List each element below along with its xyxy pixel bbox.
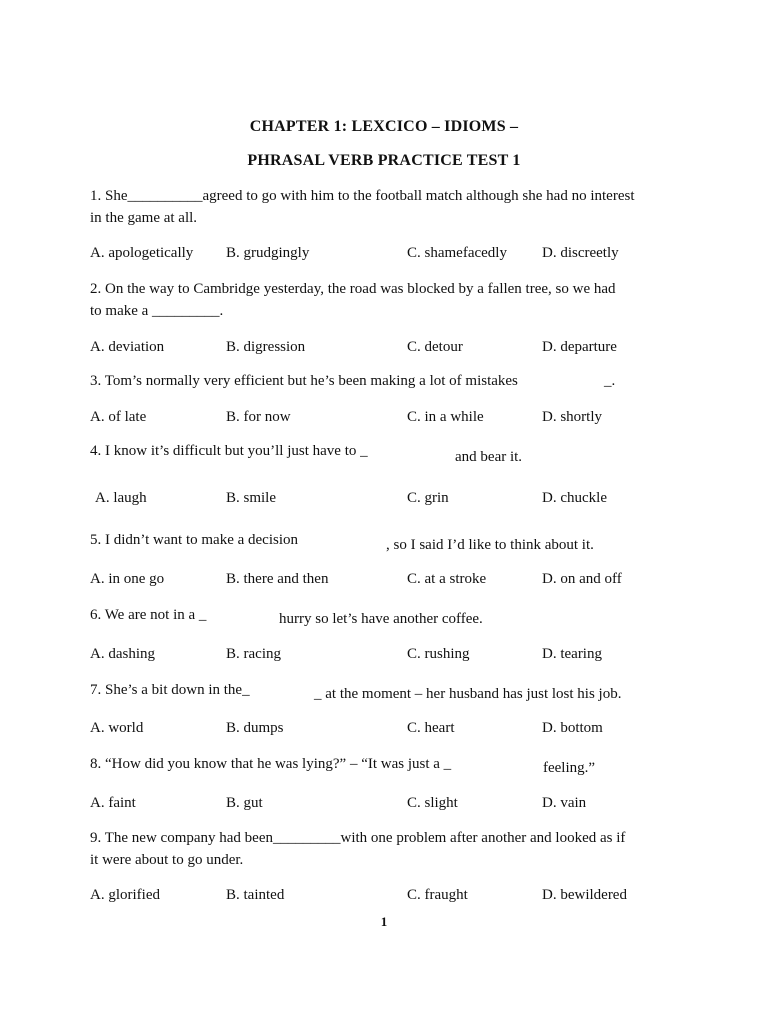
question-5-text: 5. I didn’t want to make a decision	[90, 532, 299, 548]
option-a: A. glorified	[90, 887, 160, 903]
option-a: A. apologetically	[90, 245, 194, 261]
question-7-text: 7. She’s a bit down in the_	[90, 682, 250, 698]
option-b: B. for now	[226, 409, 291, 425]
option-c: C. slight	[407, 795, 458, 811]
question-9-line-2: it were about to go under.	[90, 852, 244, 868]
option-b: B. grudgingly	[226, 245, 310, 261]
option-c: C. heart	[407, 720, 455, 736]
option-a: A. deviation	[90, 339, 165, 355]
question-4-text: 4. I know it’s difficult but you’ll just have to _	[90, 443, 368, 459]
option-c: C. fraught	[407, 887, 468, 903]
option-a: A. of late	[90, 409, 147, 425]
option-b: B. dumps	[226, 720, 284, 736]
question-2-line-1: 2. On the way to Cambridge yesterday, the road was blocked by a fallen tree, so we had	[90, 281, 616, 297]
option-d: D. chuckle	[542, 490, 607, 506]
page-number: 1	[380, 914, 388, 929]
option-c: C. grin	[407, 490, 449, 506]
question-8-text-end: feeling.”	[543, 760, 596, 776]
question-5-text-end: , so I said I’d like to think about it.	[386, 537, 594, 553]
question-6-text: 6. We are not in a _	[90, 607, 207, 623]
option-b: B. there and then	[226, 571, 329, 587]
option-d: D. bottom	[542, 720, 603, 736]
question-2-line-2: to make a _________.	[90, 303, 224, 319]
option-c: C. at a stroke	[407, 571, 487, 587]
question-6-text-end: hurry so let’s have another coffee.	[279, 611, 483, 627]
option-a: A. in one go	[90, 571, 165, 587]
option-d: D. shortly	[542, 409, 602, 425]
option-d: D. bewildered	[542, 887, 627, 903]
option-c: C. detour	[407, 339, 463, 355]
option-a: A. world	[90, 720, 144, 736]
option-b: B. gut	[226, 795, 263, 811]
question-1-line-1: 1. She__________agreed to go with him to the football match although she had no interest	[90, 188, 635, 204]
option-b: B. racing	[226, 646, 281, 662]
question-1-line-2: in the game at all.	[90, 210, 198, 226]
chapter-title: CHAPTER 1: LEXCICO – IDIOMS –	[249, 118, 519, 135]
option-d: D. vain	[542, 795, 587, 811]
option-c: C. shamefacedly	[407, 245, 507, 261]
question-9-line-1: 9. The new company had been_________with one problem after another and looked as if	[90, 830, 626, 846]
question-3-blank: _.	[604, 373, 616, 389]
option-a: A. dashing	[90, 646, 155, 662]
option-c: C. rushing	[407, 646, 470, 662]
option-d: D. on and off	[542, 571, 622, 587]
option-b: B. digression	[226, 339, 306, 355]
option-d: D. discreetly	[542, 245, 619, 261]
question-4-text-end: and bear it.	[455, 449, 523, 465]
option-a: A. laugh	[95, 490, 147, 506]
question-8-text: 8. “How did you know that he was lying?” – “It was just a _	[90, 756, 452, 772]
question-7-text-end: _ at the moment – her husband has just lost his job.	[314, 686, 622, 702]
option-a: A. faint	[90, 795, 136, 811]
option-b: B. smile	[226, 490, 277, 506]
option-b: B. tainted	[226, 887, 285, 903]
option-d: D. departure	[542, 339, 617, 355]
option-c: C. in a while	[407, 409, 484, 425]
question-3-text: 3. Tom’s normally very efficient but he’s been making a lot of mistakes	[90, 373, 518, 389]
test-title: PHRASAL VERB PRACTICE TEST 1	[247, 152, 521, 169]
option-d: D. tearing	[542, 646, 602, 662]
